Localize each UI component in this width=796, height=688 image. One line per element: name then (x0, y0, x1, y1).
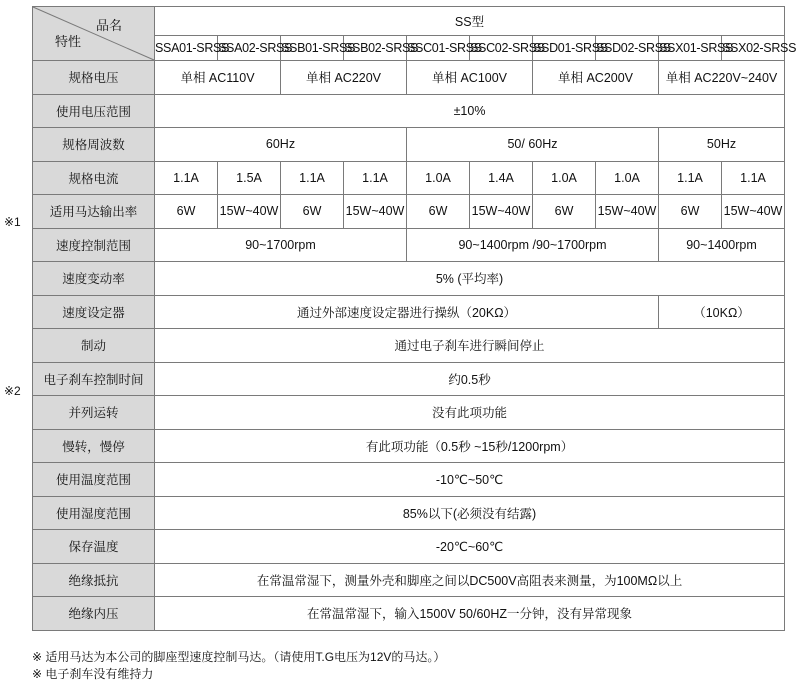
table-cell: 15W~40W (344, 195, 407, 229)
table-cell: 6W (407, 195, 470, 229)
table-cell: 50/ 60Hz (407, 128, 659, 162)
row-label: 慢转，慢停 (33, 429, 155, 463)
model-cell: SSB01-SRSS (281, 36, 344, 61)
table-cell: 1.0A (596, 161, 659, 195)
characteristics-label: 特性 (55, 34, 82, 49)
table-row (33, 295, 785, 329)
footnote-2: ※ 电子刹车没有维持力 (32, 667, 154, 681)
table-cell: 1.0A (407, 161, 470, 195)
model-cell: SSD02-SRSS (596, 36, 659, 61)
row-label: 速度控制范围 (33, 228, 155, 262)
table-row (33, 362, 785, 396)
table-cell: 6W (533, 195, 596, 229)
table-row (33, 496, 785, 530)
header-row (33, 7, 785, 36)
table-row (33, 563, 785, 597)
table-row (33, 429, 785, 463)
row-label: 使用温度范围 (33, 463, 155, 497)
table-cell: 在常温常湿下，输入1500V 50/60HZ一分钟，没有异常现象 (155, 597, 785, 631)
table-cell: ±10% (155, 94, 785, 128)
table-cell: 单相 AC220V~240V (659, 61, 785, 95)
table-cell: 6W (659, 195, 722, 229)
table-row (33, 597, 785, 631)
footnote-1: ※ 适用马达为本公司的脚座型速度控制马达。（请使用T.G电压为12V的马达。） (32, 650, 446, 664)
row-label: 使用湿度范围 (33, 496, 155, 530)
table-cell: 1.1A (344, 161, 407, 195)
table-row (33, 329, 785, 363)
model-cell: SSC02-SRSS (470, 36, 533, 61)
table-row (33, 262, 785, 296)
table-cell: 1.4A (470, 161, 533, 195)
table-cell: 90~1400rpm (659, 228, 785, 262)
table-cell: 60Hz (155, 128, 407, 162)
table-cell: 单相 AC220V (281, 61, 407, 95)
spec-table (32, 6, 796, 631)
footnotes (32, 649, 445, 683)
table-cell: （10KΩ） (659, 295, 785, 329)
table-cell: 约0.5秒 (155, 362, 785, 396)
table-cell: 通过电子刹车进行瞬间停止 (155, 329, 785, 363)
model-cell: SSA02-SRSS (218, 36, 281, 61)
table-cell: 90~1700rpm (155, 228, 407, 262)
row-label: 规格电流 (33, 161, 155, 195)
table-cell: 85%以下(必须没有结露) (155, 496, 785, 530)
table-cell: 6W (281, 195, 344, 229)
table-cell: 有此项功能（0.5秒 ~15秒/1200rpm） (155, 429, 785, 463)
row-label: 并列运转 (33, 396, 155, 430)
table-cell: 1.0A (533, 161, 596, 195)
table-row (33, 161, 785, 195)
product-name-label: 品名 (95, 18, 122, 33)
row-label: 电子刹车控制时间 (33, 362, 155, 396)
header-diagonal-cell (33, 7, 155, 61)
table-row (33, 396, 785, 430)
row-label: 规格电压 (33, 61, 155, 95)
table-cell: 1.5A (218, 161, 281, 195)
table-cell: 通过外部速度设定器进行操纵（20KΩ） (155, 295, 659, 329)
table-cell: 单相 AC110V (155, 61, 281, 95)
table-cell: 15W~40W (722, 195, 785, 229)
table-cell: 在常温常湿下，测量外壳和脚座之间以DC500V高阻表来测量，为100MΩ以上 (155, 563, 785, 597)
row-label: 使用电压范围 (33, 94, 155, 128)
table-cell: 1.1A (659, 161, 722, 195)
table-row (33, 128, 785, 162)
table-cell: 单相 AC100V (407, 61, 533, 95)
row-label: 适用马达输出率 (33, 195, 155, 229)
table-cell: -10℃~50℃ (155, 463, 785, 497)
footnote-markers (0, 0, 32, 688)
row-label: 规格周波数 (33, 128, 155, 162)
row-label: 制动 (33, 329, 155, 363)
table-cell: 1.1A (281, 161, 344, 195)
table-row (33, 228, 785, 262)
model-cell: SSD01-SRSS (533, 36, 596, 61)
model-cell: SSX02-SRSS (722, 36, 785, 61)
table-cell: 15W~40W (218, 195, 281, 229)
model-cell: SSB02-SRSS (344, 36, 407, 61)
table-cell: -20℃~60℃ (155, 530, 785, 564)
table-row (33, 530, 785, 564)
footnote-marker-1: ※1 (4, 215, 21, 229)
row-label: 保存温度 (33, 530, 155, 564)
model-cell: SSA01-SRSS (155, 36, 218, 61)
table-cell: 6W (155, 195, 218, 229)
table-cell: 90~1400rpm /90~1700rpm (407, 228, 659, 262)
model-cell: SSX01-SRSS (659, 36, 722, 61)
footnote-marker-2: ※2 (4, 384, 21, 398)
table-cell: 50Hz (659, 128, 785, 162)
series-title: SS型 (155, 7, 785, 36)
table-cell: 15W~40W (470, 195, 533, 229)
table-row (33, 463, 785, 497)
table-row (33, 61, 785, 95)
row-label: 绝缘内压 (33, 597, 155, 631)
table-cell: 1.1A (722, 161, 785, 195)
table-cell: 1.1A (155, 161, 218, 195)
table-row (33, 195, 785, 229)
row-label: 绝缘抵抗 (33, 563, 155, 597)
table-cell: 单相 AC200V (533, 61, 659, 95)
table-row (33, 94, 785, 128)
model-cell: SSC01-SRSS (407, 36, 470, 61)
table-cell: 15W~40W (596, 195, 659, 229)
row-label: 速度设定器 (33, 295, 155, 329)
table-cell: 5% (平均率) (155, 262, 785, 296)
row-label: 速度变动率 (33, 262, 155, 296)
table-cell: 没有此项功能 (155, 396, 785, 430)
